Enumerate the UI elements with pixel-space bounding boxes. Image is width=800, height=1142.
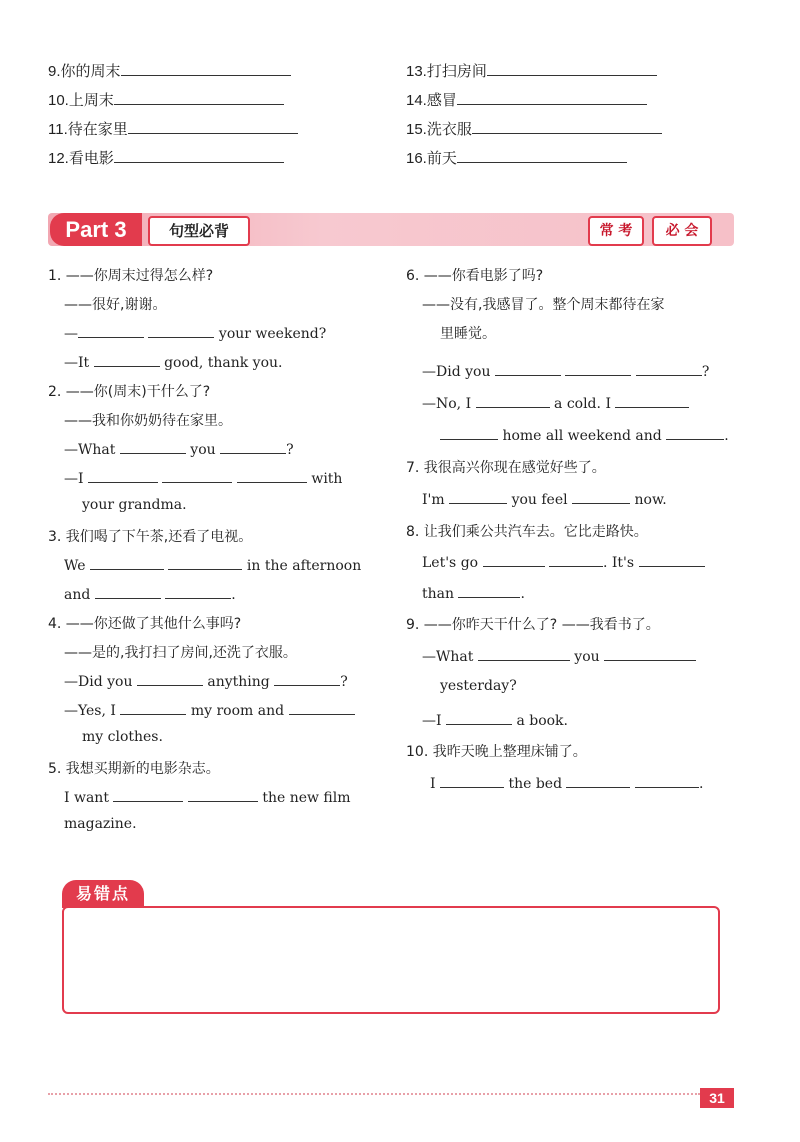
q2-english-3: your grandma. bbox=[82, 497, 187, 513]
answer-blank[interactable] bbox=[188, 787, 258, 802]
q9-chinese: 9. ——你昨天干什么了? ——我看书了。 bbox=[406, 617, 660, 633]
mistakes-notes-box[interactable] bbox=[62, 906, 720, 1014]
answer-blank[interactable] bbox=[88, 468, 158, 483]
q1-chinese-answer: ——很好,谢谢。 bbox=[64, 297, 167, 313]
answer-blank[interactable] bbox=[478, 646, 570, 661]
q9-english-2: yesterday? bbox=[440, 678, 517, 694]
answer-blank[interactable] bbox=[476, 393, 550, 408]
answer-blank[interactable] bbox=[120, 439, 186, 454]
answer-blank[interactable] bbox=[487, 61, 657, 76]
vocab-item-16: 16.前天 bbox=[406, 147, 627, 168]
q1-english-2: —It good, thank you. bbox=[64, 352, 283, 371]
q2-chinese: 2. ——你(周末)干什么了? bbox=[48, 384, 211, 400]
q8-chinese: 8. 让我们乘公共汽车去。它比走路快。 bbox=[406, 524, 648, 540]
q8-english-1: Let's go . It's bbox=[422, 552, 705, 571]
answer-blank[interactable] bbox=[121, 61, 291, 76]
answer-blank[interactable] bbox=[90, 555, 164, 570]
answer-blank[interactable] bbox=[666, 425, 724, 440]
answer-blank[interactable] bbox=[483, 552, 545, 567]
answer-blank[interactable] bbox=[78, 323, 144, 338]
vocab-item-9: 9.你的周末 bbox=[48, 60, 291, 81]
answer-blank[interactable] bbox=[114, 148, 284, 163]
answer-blank[interactable] bbox=[162, 468, 232, 483]
q7-english-1: I'm you feel now. bbox=[422, 489, 667, 508]
q9-english-1: —What you bbox=[422, 646, 696, 665]
footer-divider bbox=[48, 1093, 700, 1095]
answer-blank[interactable] bbox=[566, 773, 630, 788]
section-title: 句型必背 bbox=[148, 216, 250, 246]
answer-blank[interactable] bbox=[440, 773, 504, 788]
q6-chinese-answer-2: 里睡觉。 bbox=[440, 326, 496, 342]
page-number: 31 bbox=[700, 1088, 734, 1108]
answer-blank[interactable] bbox=[635, 773, 699, 788]
badge-must-know: 必 会 bbox=[652, 216, 712, 246]
answer-blank[interactable] bbox=[565, 361, 631, 376]
answer-blank[interactable] bbox=[95, 584, 161, 599]
q1-english-1: — your weekend? bbox=[64, 323, 326, 342]
q3-english-2: and . bbox=[64, 584, 236, 603]
q5-chinese: 5. 我想买期新的电影杂志。 bbox=[48, 761, 220, 777]
answer-blank[interactable] bbox=[639, 552, 705, 567]
q4-english-2: —Yes, I my room and bbox=[64, 700, 355, 719]
answer-blank[interactable] bbox=[274, 671, 340, 686]
answer-blank[interactable] bbox=[289, 700, 355, 715]
answer-blank[interactable] bbox=[457, 90, 647, 105]
q7-chinese: 7. 我很高兴你现在感觉好些了。 bbox=[406, 460, 606, 476]
vocab-item-15: 15.洗衣服 bbox=[406, 118, 662, 139]
vocab-item-12: 12.看电影 bbox=[48, 147, 284, 168]
q4-chinese: 4. ——你还做了其他什么事吗? bbox=[48, 616, 242, 632]
q4-english-3: my clothes. bbox=[82, 729, 163, 745]
q6-chinese: 6. ——你看电影了吗? bbox=[406, 268, 544, 284]
answer-blank[interactable] bbox=[457, 148, 627, 163]
answer-blank[interactable] bbox=[94, 352, 160, 367]
answer-blank[interactable] bbox=[237, 468, 307, 483]
answer-blank[interactable] bbox=[615, 393, 689, 408]
q2-english-1: —What you ? bbox=[64, 439, 294, 458]
answer-blank[interactable] bbox=[128, 119, 298, 134]
answer-blank[interactable] bbox=[120, 700, 186, 715]
q5-english-1: I want the new film bbox=[64, 787, 351, 806]
answer-blank[interactable] bbox=[440, 425, 498, 440]
answer-blank[interactable] bbox=[604, 646, 696, 661]
answer-blank[interactable] bbox=[113, 787, 183, 802]
answer-blank[interactable] bbox=[148, 323, 214, 338]
answer-blank[interactable] bbox=[458, 583, 520, 598]
vocab-item-14: 14.感冒 bbox=[406, 89, 647, 110]
vocab-item-10: 10.上周末 bbox=[48, 89, 284, 110]
mistakes-title: 易错点 bbox=[62, 880, 144, 908]
answer-blank[interactable] bbox=[572, 489, 630, 504]
answer-blank[interactable] bbox=[137, 671, 203, 686]
vocab-item-11: 11.待在家里 bbox=[48, 118, 298, 139]
answer-blank[interactable] bbox=[165, 584, 231, 599]
q3-english-1: We in the afternoon bbox=[64, 555, 361, 574]
answer-blank[interactable] bbox=[495, 361, 561, 376]
vocab-item-13: 13.打扫房间 bbox=[406, 60, 657, 81]
answer-blank[interactable] bbox=[549, 552, 603, 567]
q6-english-3: home all weekend and . bbox=[440, 425, 729, 444]
q1-chinese: 1. ——你周末过得怎么样? bbox=[48, 268, 214, 284]
q10-chinese: 10. 我昨天晚上整理床铺了。 bbox=[406, 744, 587, 760]
q5-english-2: magazine. bbox=[64, 816, 137, 832]
q9-english-3: —I a book. bbox=[422, 710, 568, 729]
answer-blank[interactable] bbox=[446, 710, 512, 725]
answer-blank[interactable] bbox=[220, 439, 286, 454]
answer-blank[interactable] bbox=[472, 119, 662, 134]
q4-english-1: —Did you anything ? bbox=[64, 671, 348, 690]
q10-english-1: I the bed . bbox=[430, 773, 703, 792]
q2-english-2: —I with bbox=[64, 468, 342, 487]
part-label: Part 3 bbox=[50, 213, 142, 246]
q6-english-1: —Did you ? bbox=[422, 361, 709, 380]
q3-chinese: 3. 我们喝了下午茶,还看了电视。 bbox=[48, 529, 253, 545]
q6-chinese-answer: ——没有,我感冒了。整个周末都待在家 bbox=[422, 297, 665, 313]
answer-blank[interactable] bbox=[168, 555, 242, 570]
q4-chinese-answer: ——是的,我打扫了房间,还洗了衣服。 bbox=[64, 645, 297, 661]
q6-english-2: —No, I a cold. I bbox=[422, 393, 689, 412]
q2-chinese-answer: ——我和你奶奶待在家里。 bbox=[64, 413, 232, 429]
answer-blank[interactable] bbox=[636, 361, 702, 376]
q8-english-2: than . bbox=[422, 583, 525, 602]
badge-frequently-tested: 常 考 bbox=[588, 216, 644, 246]
answer-blank[interactable] bbox=[114, 90, 284, 105]
answer-blank[interactable] bbox=[449, 489, 507, 504]
